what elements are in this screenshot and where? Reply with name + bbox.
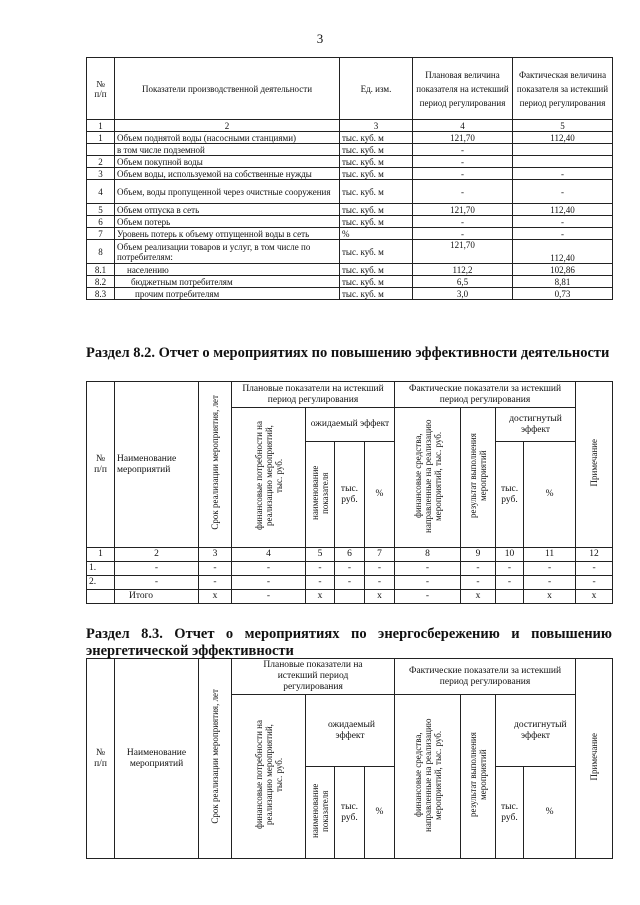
cell-name: населению (115, 264, 340, 276)
header-fin-plan-text: финансовые потребности на реализацию мероприятий, тыс. руб. (253, 720, 284, 829)
header-fin-plan (232, 695, 306, 859)
cell: - (576, 576, 613, 590)
cell-name: в том числе подземной (115, 144, 340, 156)
col-number: 1 (87, 120, 115, 132)
cell-fact: 0,73 (513, 288, 613, 300)
table-row (87, 576, 613, 590)
cell: x (365, 590, 395, 604)
table-row (87, 144, 613, 156)
cell-name: бюджетным потребителям (115, 276, 340, 288)
cell-plan: 121,70 (413, 204, 513, 216)
cell-fact (513, 144, 613, 156)
header-result-text: результат выполнения мероприятий (468, 732, 489, 817)
cell-name: Объем отпуска в сеть (115, 204, 340, 216)
col-number: 4 (232, 548, 306, 562)
col-number: 11 (524, 548, 576, 562)
cell: - (395, 590, 461, 604)
cell-unit: тыс. куб. м (340, 204, 413, 216)
cell: x (306, 590, 335, 604)
cell: - (335, 576, 365, 590)
header-name: Наименование мероприятий (115, 382, 199, 548)
cell: x (199, 590, 232, 604)
cell-unit: % (340, 228, 413, 240)
cell-name: Уровень потерь к объему отпущенной воды в сеть (115, 228, 340, 240)
header-name: Наименование мероприятий (115, 659, 199, 859)
cell: - (306, 562, 335, 576)
header-ind-name (306, 767, 335, 859)
cell-num: 2 (87, 156, 115, 168)
efficiency-measures-table (86, 381, 613, 604)
cell-unit: тыс. куб. м (340, 264, 413, 276)
cell-name: Объем воды, используемой на собственные нужды (115, 168, 340, 180)
cell-fact: 112,40 (513, 132, 613, 144)
cell: - (232, 590, 306, 604)
cell-fact: 102,86 (513, 264, 613, 276)
col-number: 2 (115, 548, 199, 562)
header-achieved-pct: % (524, 442, 576, 548)
header-term (199, 659, 232, 859)
table-row (87, 228, 613, 240)
header-term (199, 382, 232, 548)
header-achieved: достигнутый эффект (496, 408, 576, 442)
header-unit: Ед. изм. (340, 58, 413, 120)
table-row (87, 264, 613, 276)
col-number: 7 (365, 548, 395, 562)
cell-plan: 112,2 (413, 264, 513, 276)
header-achieved-tr: тыс. руб. (496, 767, 524, 859)
header-achieved: достигнутый эффект (496, 695, 576, 767)
cell-num (87, 144, 115, 156)
header-num: № п/п (87, 382, 115, 548)
header-result-text: результат выполнения мероприятий (468, 433, 489, 518)
header-term-text: Срок реализации мероприятия, лет (210, 395, 220, 530)
col-number: 5 (306, 548, 335, 562)
cell: - (335, 562, 365, 576)
cell-num: 4 (87, 180, 115, 204)
cell-num: 8.2 (87, 276, 115, 288)
header-note (576, 382, 613, 548)
header-ind-name (306, 442, 335, 548)
cell-unit: тыс. куб. м (340, 276, 413, 288)
header-fin-fact-text: финансовые средства, направленные на реализацию мероприятий, тыс. руб. (412, 418, 443, 533)
header-fact: Фактические показатели за истекший период регулирования (395, 382, 576, 408)
cell: x (576, 590, 613, 604)
cell-num: 8.1 (87, 264, 115, 276)
col-number: 3 (340, 120, 413, 132)
energy-saving-measures-table (86, 658, 613, 859)
cell: - (395, 576, 461, 590)
cell-unit: тыс. куб. м (340, 144, 413, 156)
table-row (87, 180, 613, 204)
cell-fact: - (513, 228, 613, 240)
cell: 2. (87, 576, 115, 590)
table-row (87, 204, 613, 216)
cell-num: 7 (87, 228, 115, 240)
header-fact: Фактические показатели за истекший период регулирования (395, 659, 576, 695)
cell-fact: - (513, 168, 613, 180)
cell-plan: 6,5 (413, 276, 513, 288)
cell-unit: тыс. куб. м (340, 288, 413, 300)
cell-unit: тыс. куб. м (340, 168, 413, 180)
table-row (87, 156, 613, 168)
cell: - (496, 576, 524, 590)
cell-total-label: Итого (115, 590, 199, 604)
header-ind-name-text: наименование показателя (310, 783, 330, 838)
header-plan: Плановые показатели на истекший период регулирования (232, 382, 395, 408)
col-number: 9 (461, 548, 496, 562)
cell-fact (513, 156, 613, 168)
header-plan: Плановые показатели на истекший период регулирования (232, 659, 395, 695)
cell (87, 590, 115, 604)
col-number: 12 (576, 548, 613, 562)
header-ind-name-text: наименование показателя (310, 465, 330, 520)
cell: - (115, 576, 199, 590)
header-fin-fact-text: финансовые средства, направленные на реализацию мероприятий, тыс. руб. (412, 717, 443, 832)
table-row (87, 276, 613, 288)
cell-unit: тыс. куб. м (340, 156, 413, 168)
cell-name: прочим потребителям (115, 288, 340, 300)
cell-plan: 3,0 (413, 288, 513, 300)
cell-name: Объем покупной воды (115, 156, 340, 168)
col-number: 3 (199, 548, 232, 562)
cell: - (365, 576, 395, 590)
header-plan: Плановая величина показателя на истекший период регулирования (413, 58, 513, 120)
cell: 1. (87, 562, 115, 576)
cell: x (524, 590, 576, 604)
table-row (87, 288, 613, 300)
cell-fact: 112,40 (513, 240, 613, 264)
col-number: 6 (335, 548, 365, 562)
cell-name: Объем, воды пропущенной через очистные сооружения (115, 180, 340, 204)
header-note-text: Примечание (589, 438, 600, 487)
cell-name: Объем потерь (115, 216, 340, 228)
cell: - (365, 562, 395, 576)
cell: x (461, 590, 496, 604)
cell-num: 3 (87, 168, 115, 180)
cell-fact: - (513, 180, 613, 204)
header-fin-fact (395, 408, 461, 548)
cell-plan: - (413, 168, 513, 180)
cell-num: 1 (87, 132, 115, 144)
cell-name: Объем реализации товаров и услуг, в том числе по потребителям: (115, 240, 340, 264)
header-num: № п/п (87, 58, 115, 120)
cell: - (199, 562, 232, 576)
header-indicator: Показатели производственной деятельности (115, 58, 340, 120)
table-row (87, 168, 613, 180)
cell-plan: - (413, 156, 513, 168)
cell: - (232, 576, 306, 590)
col-number: 1 (87, 548, 115, 562)
cell-plan: - (413, 180, 513, 204)
cell-name: Объем поднятой воды (насосными станциями) (115, 132, 340, 144)
cell: - (576, 562, 613, 576)
cell: - (524, 562, 576, 576)
table-row (87, 132, 613, 144)
col-number: 4 (413, 120, 513, 132)
cell (496, 590, 524, 604)
header-fin-plan (232, 408, 306, 548)
header-expected: ожидаемый эффект (306, 408, 395, 442)
cell: - (199, 576, 232, 590)
col-number: 10 (496, 548, 524, 562)
cell-plan: - (413, 144, 513, 156)
header-pct: % (365, 767, 395, 859)
section-8-3-title: Раздел 8.3. Отчет о мероприятиях по энергосбережению и повышению энергетической эффективности (86, 626, 612, 659)
header-expected: ожидаемый эффект (306, 695, 395, 767)
cell: - (306, 576, 335, 590)
cell-plan: 121,70 (413, 132, 513, 144)
header-note (576, 659, 613, 859)
cell-unit: тыс. куб. м (340, 216, 413, 228)
cell-unit: тыс. куб. м (340, 180, 413, 204)
table-row (87, 216, 613, 228)
cell-fact: 112,40 (513, 204, 613, 216)
cell: - (115, 562, 199, 576)
cell-plan: 121,70 (413, 240, 513, 264)
cell: - (461, 576, 496, 590)
cell: - (524, 576, 576, 590)
page-number: 3 (316, 31, 324, 46)
production-indicators-table (86, 57, 613, 300)
header-term-text: Срок реализации мероприятия, лет (210, 689, 220, 824)
cell-unit: тыс. куб. м (340, 132, 413, 144)
header-achieved-tr: тыс. руб. (496, 442, 524, 548)
header-note-text: Примечание (589, 732, 600, 781)
section-8-2-title: Раздел 8.2. Отчет о мероприятиях по повышению эффективности деятельности (86, 345, 610, 361)
header-fin-plan-text: финансовые потребности на реализацию мероприятий, тыс. руб. (253, 421, 284, 530)
header-achieved-pct: % (524, 767, 576, 859)
cell-num: 6 (87, 216, 115, 228)
cell: - (461, 562, 496, 576)
col-number: 8 (395, 548, 461, 562)
cell: - (395, 562, 461, 576)
cell-num: 5 (87, 204, 115, 216)
cell-plan: - (413, 216, 513, 228)
cell-fact: - (513, 216, 613, 228)
col-number: 2 (115, 120, 340, 132)
header-pct: % (365, 442, 395, 548)
header-result (461, 695, 496, 859)
cell-num: 8.3 (87, 288, 115, 300)
header-result (461, 408, 496, 548)
header-num: № п/п (87, 659, 115, 859)
cell-unit: тыс. куб. м (340, 240, 413, 264)
cell-plan: - (413, 228, 513, 240)
table-row (87, 562, 613, 576)
cell (335, 590, 365, 604)
cell: - (496, 562, 524, 576)
header-fact: Фактическая величина показателя за истекший период регулирования (513, 58, 613, 120)
cell-fact: 8,81 (513, 276, 613, 288)
header-tr: тыс. руб. (335, 767, 365, 859)
table-row (87, 240, 613, 264)
header-tr: тыс. руб. (335, 442, 365, 548)
cell-num: 8 (87, 240, 115, 264)
header-fin-fact (395, 695, 461, 859)
cell: - (232, 562, 306, 576)
table-row-total (87, 590, 613, 604)
col-number: 5 (513, 120, 613, 132)
